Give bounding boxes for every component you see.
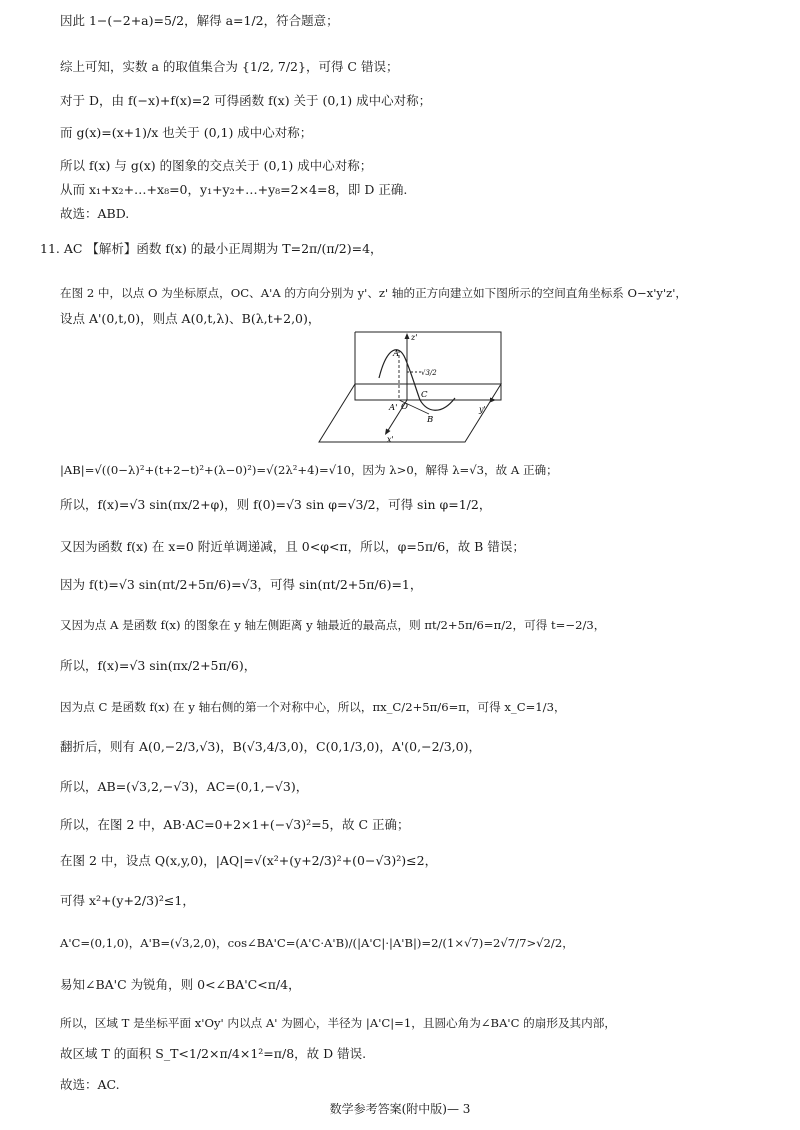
label-z: z' <box>411 333 418 342</box>
label-b: B <box>427 415 434 425</box>
text-line: 在图 2 中，设点 Q(x,y,0)，|AQ|=√(x²+(y+2/3)²+(0−√3)²)≤2， <box>60 853 438 868</box>
label-c: C <box>421 390 428 400</box>
label-o: O <box>401 402 408 412</box>
text-line: 故选：AC. <box>60 1077 120 1092</box>
text-line: A'C=(0,1,0)，A'B=(√3,2,0)，cos∠BA'C=(A'C·A'B)/(|A'C|·|A'B|)=2/(1×√7)=2√7/7>√2/2， <box>60 936 574 950</box>
text-line: 因为点 C 是函数 f(x) 在 y 轴右侧的第一个对称中心，所以，πx_C/2+5π/6=π，可得 x_C=1/3， <box>60 700 566 714</box>
text-line: 故区域 T 的面积 S_T<1/2×π/4×1²=π/8，故 D 错误. <box>60 1046 367 1061</box>
label-x: x' <box>387 435 394 444</box>
text-line: 故选：ABD. <box>60 206 130 221</box>
text-line: 又因为函数 f(x) 在 x=0 附近单调递减，且 0<φ<π，所以，φ=5π/6，故 B 错误； <box>60 539 525 554</box>
text-line: 所以 f(x) 与 g(x) 的图象的交点关于 (0,1) 成中心对称； <box>60 158 373 173</box>
vertical-plane <box>355 332 501 400</box>
curve-upper <box>379 350 420 400</box>
label-y: y' <box>479 405 486 414</box>
text-line: 所以，区域 T 是坐标平面 x'Oy' 内以点 A' 为圆心，半径为 |A'C|=1，且圆心角为∠BA'C 的扇形及其内部， <box>60 1016 616 1030</box>
label-a-prime: A' <box>389 403 398 413</box>
text-line: 因此 1−(−2+a)=5/2，解得 a=1/2，符合题意； <box>60 13 339 28</box>
text-line: 可得 x²+(y+2/3)²≤1， <box>60 893 195 908</box>
text-line: 翻折后，则有 A(0,−2/3,√3)，B(√3,4/3,0)，C(0,1/3,0)，A'(0,−2/3,0)， <box>60 739 481 754</box>
text-line: 所以，f(x)=√3 sin(πx/2+5π/6)， <box>60 658 257 673</box>
horizontal-plane <box>319 384 501 442</box>
text-line: 因为 f(t)=√3 sin(πt/2+5π/6)=√3，可得 sin(πt/2+5π/6)=1， <box>60 577 423 592</box>
text-line: |AB|=√((0−λ)²+(t+2−t)²+(λ−0)²)=√(2λ²+4)=√10，因为 λ>0，解得 λ=√3，故 A 正确； <box>60 463 558 477</box>
text-line: 所以，在图 2 中，AB·AC=0+2×1+(−√3)²=5，故 C 正确； <box>60 817 410 832</box>
text-line: 而 g(x)=(x+1)/x 也关于 (0,1) 成中心对称； <box>60 125 313 140</box>
text-line: 易知∠BA'C 为锐角，则 0<∠BA'C<π/4， <box>60 977 301 992</box>
question-heading: 11. AC 【解析】函数 f(x) 的最小正周期为 T=2π/(π/2)=4， <box>40 241 383 256</box>
y-axis-arrow <box>490 398 496 403</box>
text-line: 又因为点 A 是函数 f(x) 的图象在 y 轴左侧距离 y 轴最近的最高点，则 πt/2+5π/6=π/2，可得 t=−2/3， <box>60 618 606 632</box>
text-line: 对于 D，由 f(−x)+f(x)=2 可得函数 f(x) 关于 (0,1) 成中心对称； <box>60 93 432 108</box>
text-line: 从而 x₁+x₂+…+x₈=0，y₁+y₂+…+y₈=2×4=8，即 D 正确. <box>60 182 408 197</box>
z-axis-arrow <box>405 333 410 339</box>
text-line: 设点 A'(0,t,0)，则点 A(0,t,λ)、B(λ,t+2,0)， <box>60 311 321 326</box>
spatial-figure <box>315 328 505 448</box>
text-line: 在图 2 中，以点 O 为坐标原点，OC、A'A 的方向分别为 y'、z' 轴的正方向建立如下图所示的空间直角坐标系 O−x'y'z'， <box>60 286 688 300</box>
label-a: A <box>393 349 400 359</box>
label-sqrt3-half: √3/2 <box>421 369 437 377</box>
text-line: 所以，AB=(√3,2,−√3)，AC=(0,1,−√3)， <box>60 779 309 794</box>
text-line: 综上可知，实数 a 的取值集合为 {1/2, 7/2}，可得 C 错误； <box>60 59 399 74</box>
page-footer: 数学参考答案(附中版)— 3 <box>329 1102 471 1116</box>
text-line: 所以，f(x)=√3 sin(πx/2+φ)，则 f(0)=√3 sin φ=√3/2，可得 sin φ=1/2， <box>60 497 492 512</box>
